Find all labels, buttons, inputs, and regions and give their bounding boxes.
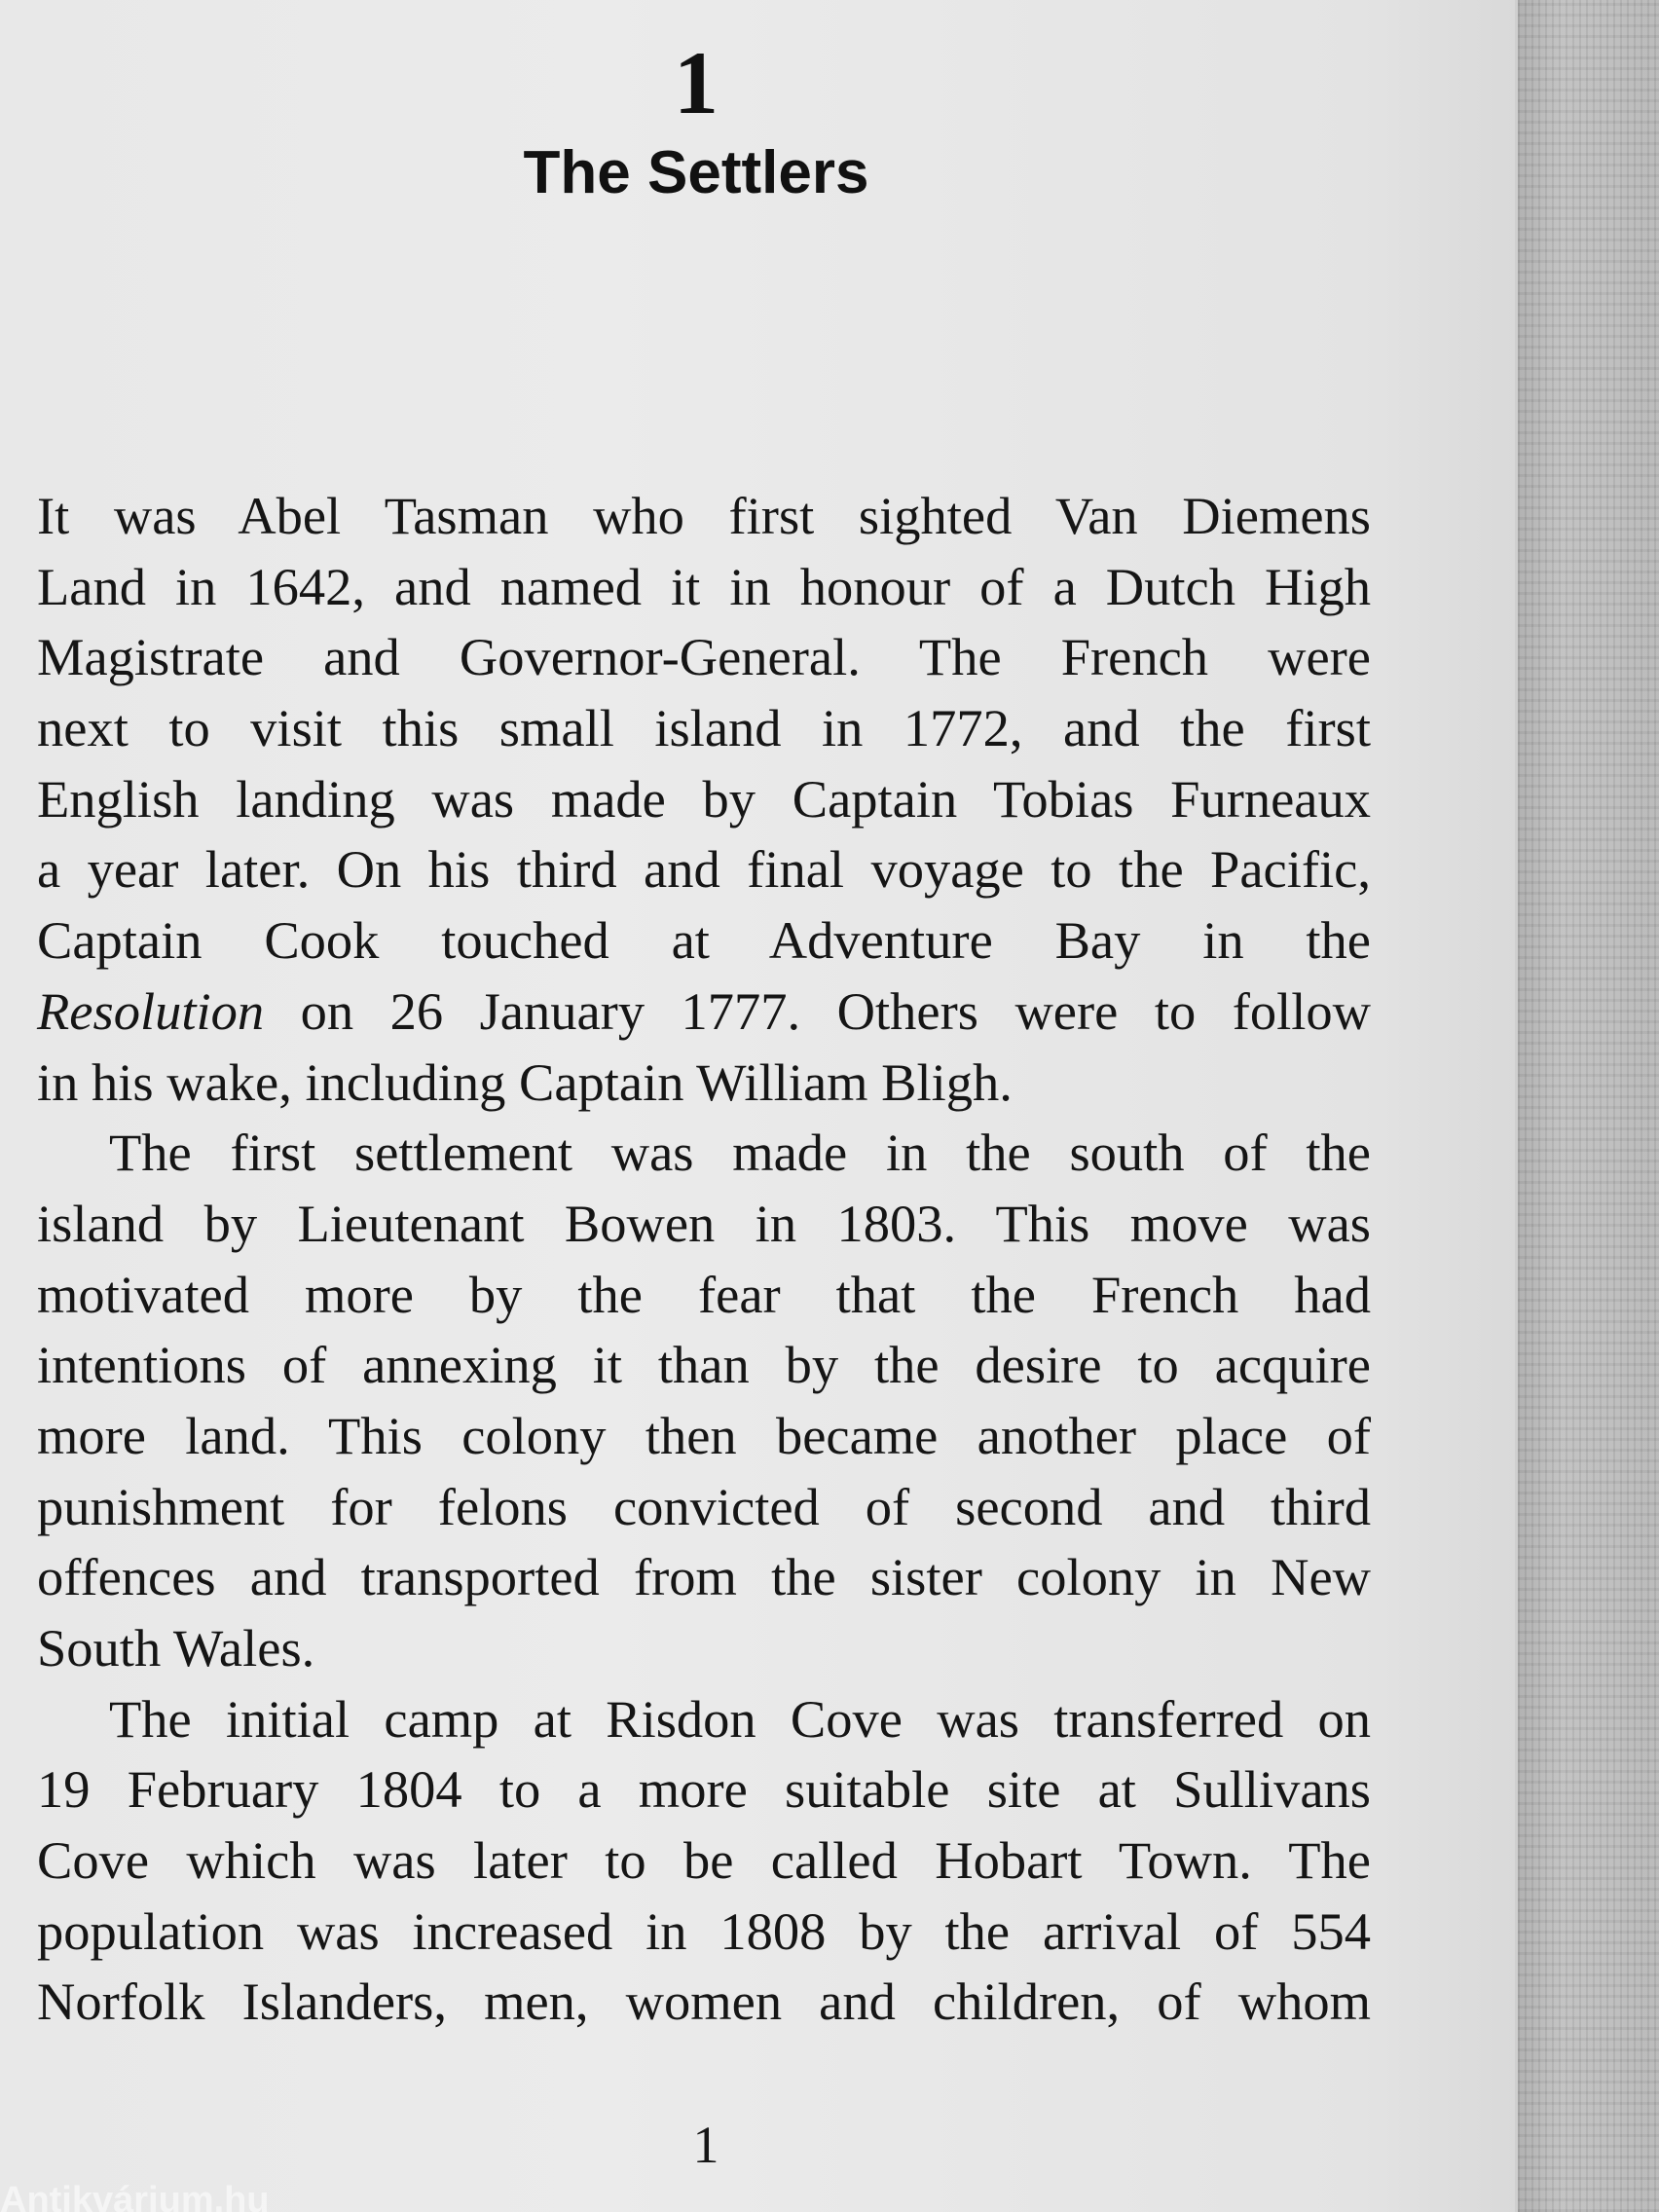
text-line: more land. This colony then became another place of bbox=[37, 1405, 1371, 1465]
text-line: Magistrate and Governor-General. The French were bbox=[37, 627, 1371, 687]
text-line: Land in 1642, and named it in honour of a Dutch High bbox=[37, 556, 1371, 616]
body-text bbox=[37, 481, 1371, 2038]
text-line: punishment for felons convicted of second and third bbox=[37, 1476, 1371, 1536]
text-line: motivated more by the fear that the French had bbox=[37, 1264, 1371, 1324]
text-line: South Wales. bbox=[37, 1618, 315, 1677]
ship-name: Resolution bbox=[37, 980, 265, 1041]
book-gutter bbox=[1515, 0, 1659, 2212]
paragraph bbox=[37, 481, 1371, 1118]
text-line: island by Lieutenant Bowen in 1803. This move was bbox=[37, 1193, 1371, 1253]
text-line: It was Abel Tasman who first sighted Van Diemens bbox=[37, 486, 1371, 545]
text-line: offences and transported from the sister colony in New bbox=[37, 1547, 1371, 1607]
text-line: next to visit this small island in 1772, and the first bbox=[37, 698, 1371, 758]
text-line: Norfolk Islanders, men, women and children, of whom bbox=[37, 1972, 1371, 2032]
text-line: 19 February 1804 to a more suitable site at Sullivans bbox=[37, 1759, 1371, 1820]
text-line: population was increased in 1808 by the arrival of 554 bbox=[37, 1900, 1371, 1961]
chapter-title: The Settlers bbox=[523, 139, 869, 206]
text-line: Captain Cook touched at Adventure Bay in the bbox=[37, 910, 1371, 971]
watermark: Antikvárium.hu bbox=[0, 2180, 270, 2212]
text-line: The first settlement was made in the south of the bbox=[109, 1123, 1371, 1183]
text-line: Cove which was later to be called Hobart Town. The bbox=[37, 1830, 1371, 1891]
text-line: intentions of annexing it than by the desire to acquire bbox=[37, 1335, 1371, 1395]
text-line bbox=[37, 977, 1371, 1048]
chapter-number: 1 bbox=[674, 33, 719, 132]
text-line: a year later. On his third and final voyage to the Pacific, bbox=[37, 839, 1371, 900]
page-number: 1 bbox=[692, 2116, 719, 2174]
paragraph bbox=[37, 1684, 1371, 2038]
text-line: in his wake, including Captain William Bligh. bbox=[37, 1051, 1013, 1112]
paragraph bbox=[37, 1118, 1371, 1684]
text-line: English landing was made by Captain Tobias Furneaux bbox=[37, 768, 1371, 829]
text-line: The initial camp at Risdon Cove was transferred on bbox=[109, 1688, 1371, 1749]
text-line-rest: on 26 January 1777. Others were to follow bbox=[264, 980, 1371, 1041]
